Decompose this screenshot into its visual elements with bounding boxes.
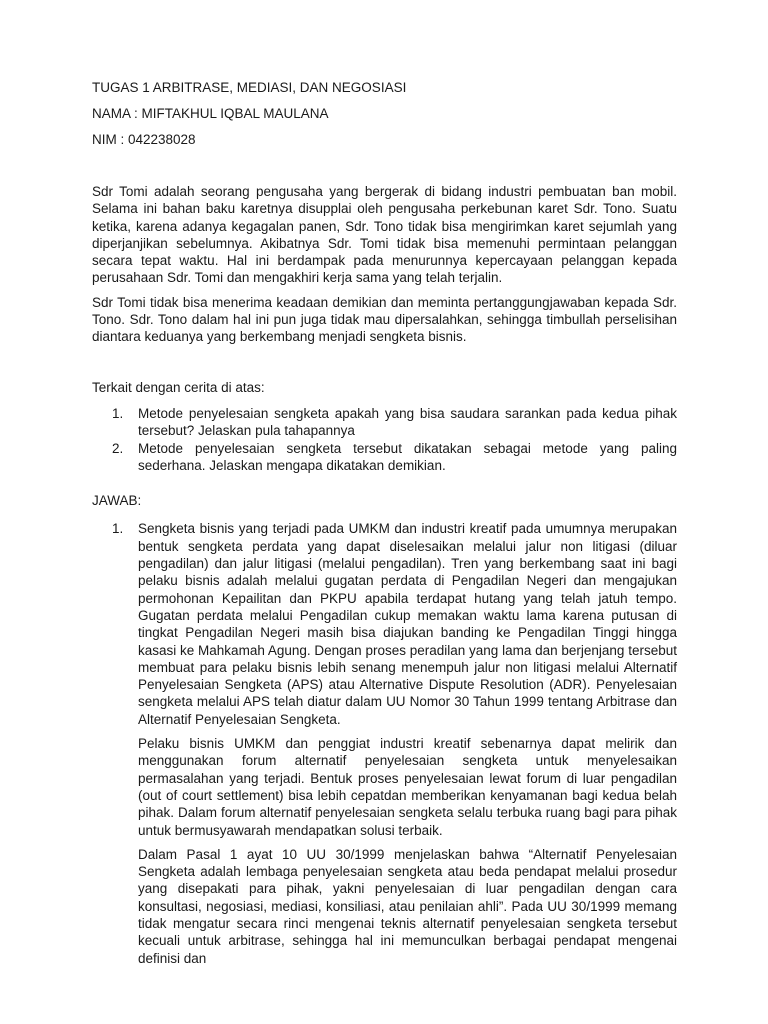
answer-number: 1. [112, 521, 124, 537]
answer-paragraph-1: Sengketa bisnis yang terjadi pada UMKM dan industri kreatif pada umumnya merupakan bentuk sengketa perdata yang dapat diselesaikan melalui jalur non litigasi (diluar pengadilan) dan jalur litigasi (melalui pengadilan). Tren yang berkembang saat ini bagi pelaku bisnis adalah melalui gugatan perdata di Pengadilan Negeri dan mengajukan permohonan Kepailitan dan PKPU apabila terdapat hutang yang telah jatuh tempo. Gugatan perdata melalui Pengadilan cukup memakan waktu lama karena putusan di tingkat Pengadilan Negeri masih bisa diajukan banding ke Pengadilan Tinggi hingga kasasi ke Mahkamah Agung. Dengan proses peradilan yang lama dan berjenjang tersebut membuat para pelaku bisnis lebih senang menempuh jalur non litigasi melalui Alternatif Penyelesaian Sengketa (APS) atau Alternative Dispute Resolution (ADR). Penyelesaian sengketa melalui APS telah diatur dalam UU Nomor 30 Tahun 1999 tentang Arbitrase dan Alternatif Penyelesaian Sengketa. [138, 521, 677, 727]
student-id: NIM : 042238028 [92, 132, 196, 147]
answer-item [92, 520, 677, 966]
document-body [92, 183, 677, 974]
question-text: Metode penyelesaian sengketa tersebut dikatakan sebagai metode yang paling sederhana. Jelaskan mengapa dikatakan demikian. [138, 440, 677, 473]
answer-list [92, 520, 677, 966]
answer-label: JAWAB: [92, 493, 142, 509]
story-paragraph-1: Sdr Tomi adalah seorang pengusaha yang bergerak di bidang industri pembuatan ban mobil. Selama ini bahan baku karetnya disupplai oleh pengusaha perkebunan karet Sdr. Tono. Suatu ketika, karena adanya kegagalan panen, Sdr. Tono tidak bisa mengirimkan karet sejumlah yang diperjanjikan sebelumnya. Akibatnya Sdr. Tomi tidak bisa memenuhi permintaan pelanggan secara tepat waktu. Hal ini berdampak pada menurunnya kepercayaan pelanggan kepada perusahaan Sdr. Tomi dan mengakhiri kerja sama yang telah terjalin. [92, 184, 677, 286]
question-item [92, 405, 677, 440]
answer-paragraph-2: Pelaku bisnis UMKM dan penggiat industri kreatif sebenarnya dapat melirik dan menggunakan forum alternatif penyelesaian sengketa untuk menyelesaikan permasalahan yang terjadi. Bentuk proses penyelesaian lewat forum di luar pengadilan (out of court settlement) bisa lebih cepatdan memberikan kenyamanan bagi kedua belah pihak. Dalam forum alternatif penyelesaian sengketa selalu terbuka ruang bagi para pihak untuk bermusyawarah mendapatkan solusi terbaik. [138, 736, 677, 838]
question-item [92, 440, 677, 475]
question-text: Metode penyelesaian sengketa apakah yang bisa saudara sarankan pada kedua pihak tersebut? Jelaskan pula tahapannya [138, 405, 677, 439]
question-list [92, 405, 677, 474]
question-number: 1. [112, 405, 124, 421]
story-paragraph-2: Sdr Tomi tidak bisa menerima keadaan demikian dan meminta pertanggungjawaban kepada Sdr. Tono. Sdr. Tono dalam hal ini pun juga tidak mau dipersalahkan, sehingga timbullah perselisihan diantara keduanya yang berkembang menjadi sengketa bisnis. [92, 294, 677, 345]
question-number: 2. [112, 440, 124, 456]
questions-intro: Terkait dengan cerita di atas: [92, 379, 265, 395]
document-title: TUGAS 1 ARBITRASE, MEDIASI, DAN NEGOSIASI [92, 80, 407, 95]
answer-paragraph-3: Dalam Pasal 1 ayat 10 UU 30/1999 menjelaskan bahwa “Alternatif Penyelesaian Sengketa adalah lembaga penyelesaian sengketa atau beda pendapat melalui prosedur yang disepakati para pihak, yakni penyelesaian di luar pengadilan dengan cara konsultasi, negosiasi, mediasi, konsiliasi, atau penilaian ahli”. Pada UU 30/1999 memang tidak mengatur secara rinci mengenai teknis alternatif penyelesaian sengketa tersebut kecuali untuk arbitrase, sehingga hal ini memunculkan berbagai pendapat mengenai definisi dan [138, 846, 677, 966]
student-name: NAMA : MIFTAKHUL IQBAL MAULANA [92, 106, 329, 121]
